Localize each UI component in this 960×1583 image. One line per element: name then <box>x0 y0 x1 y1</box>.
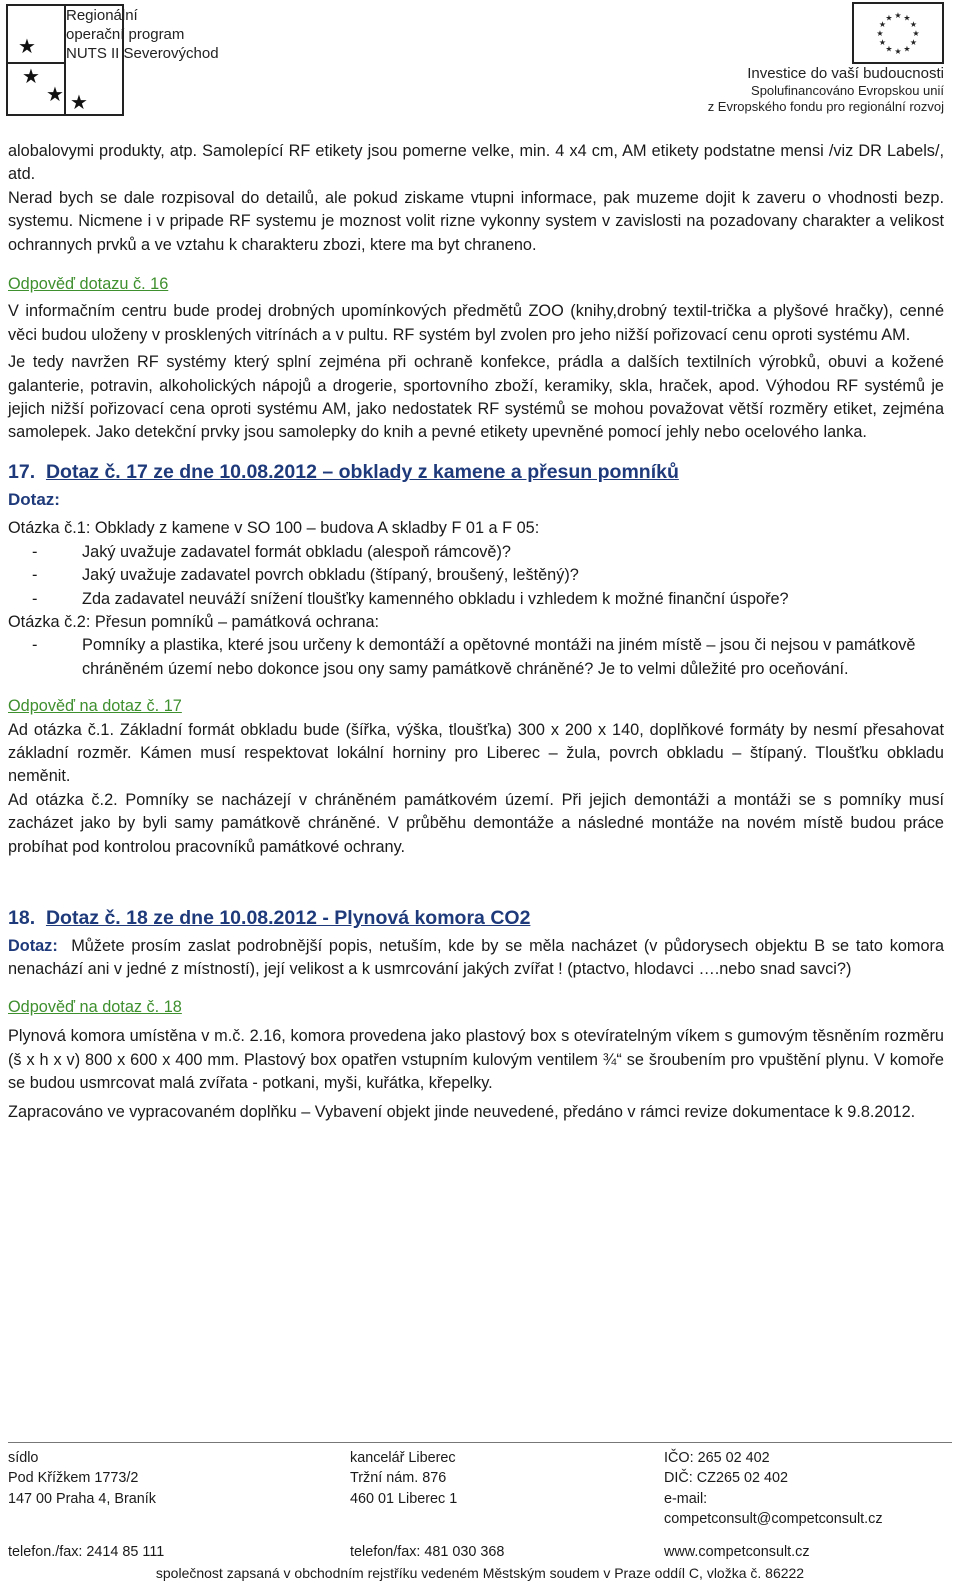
svg-text:★: ★ <box>894 11 902 20</box>
paragraph: V informačním centru bude prodej drobných upomínkových předmětů ZOO (knihy,drobný textil-trička a plyšové hračky), cenné věci budou uloženy v prosklených vitrínách a v pultu. RF systém byl zvolen pro jeho nižší pořizovací cenu oproti systému AM. <box>8 302 944 344</box>
paragraph: Nerad bych se dale rozpisoval do detailů, ale pokud ziskame vtupni informace, pak muzeme dojit k zaveru o vhodnosti bezp. systemu. Nicmene i v pripade RF systemu je moznost volit rizne vykonny system v zavislosti na pozadovany charakter a velikost ochrannych prvků a ve vztahu k charakteru zbozi, ktere ma byt chraneno. <box>8 188 944 254</box>
footer-line: 460 01 Liberec 1 <box>350 1490 458 1507</box>
footer-company-registration: společnost zapsaná v obchodním rejstříku vedeném Městským soudem v Praze oddíl C, vložka č. 86222 <box>155 1565 805 1581</box>
svg-text:★: ★ <box>909 20 918 29</box>
footer-line: 147 00 Praha 4, Braník <box>8 1490 157 1507</box>
list-item: - Jaký uvažuje zadavatel formát obkladu (alespoň rámcově)? <box>8 541 944 564</box>
question-list <box>8 541 944 611</box>
footer-address <box>8 1448 156 1509</box>
svg-text:★: ★ <box>878 20 887 29</box>
footer-line: DIČ: CZ265 02 402 <box>664 1470 788 1487</box>
paragraph: Plynová komora umístěna v m.č. 2.16, komora provedena jako plastový box s otevíratelným víkem s gumovým těsněním rozměru (š x h x v) 800 x 600 x 400 mm. Plastový box opatřen vstupním kulovým ventilem ¾“ se šroubením pro vpuštění plynu. V komoře se budou usmrcovat malá zvířata - potkani, myši, kuřátka, křepelky. <box>8 1027 944 1092</box>
footer-office <box>350 1448 457 1509</box>
dotaz-label: Dotaz: <box>8 936 58 955</box>
question-title: Dotaz č. 17 ze dne 10.08.2012 – obklady z kamene a přesun pomníků <box>45 460 679 483</box>
program-line: Regionální <box>66 7 138 24</box>
eu-funding-text <box>708 64 944 115</box>
question-number: 17. <box>8 460 36 483</box>
svg-text:★: ★ <box>912 29 920 38</box>
program-line: NUTS II Severovýchod <box>66 45 219 62</box>
star-icon: ★ <box>70 90 88 114</box>
svg-text:★: ★ <box>903 13 911 23</box>
document-body <box>8 140 944 1125</box>
svg-text:★: ★ <box>909 38 918 47</box>
footer-phone: telefon/fax: 481 030 368 <box>350 1544 505 1560</box>
eu-stars-icon <box>872 10 924 56</box>
eu-line: z Evropského fondu pro regionální rozvoj <box>707 99 944 114</box>
dotaz-label: Dotaz: <box>8 489 60 509</box>
question-text: Můžete prosím zaslat podrobnější popis, netuším, kde by se měla nacházet (v půdorysech objektu B se tato komora nenachází ani v jedné z místností), její velikost a k usmrcování jakých zvířat ! (ptactvo, hlodavci ….nebo snad savci?) <box>8 936 944 979</box>
svg-text:★: ★ <box>885 13 893 23</box>
paragraph: Je tedy navržen RF systémy který splní zejména při ochraně konfekce, prádla a dalších textilních výrobků, obuvi a kožené galanterie, potravin, alkoholických nápojů a drogerie, sportovního zboží, keramiky, skla, hraček, apod. Výhodou RF systémů je jejich nižší pořizovací cena oproti systému AM, jako nedostatek RF systémů se mohou považovat větší rozměry etiket, zejména samolepek. Jako detekční prvky jsou samolepky do knih a pevné etikety upevněné pomocí jehly nebo ocelového lanka. <box>8 353 944 442</box>
footer-line: Pod Křížkem 1773/2 <box>8 1470 139 1487</box>
footer-ids <box>664 1448 883 1530</box>
eu-line: Spolufinancováno Evropskou unií <box>751 83 944 98</box>
paragraph: Zapracováno ve vypracovaném doplňku – Vybavení objekt jinde neuvedené, předáno v rámci revize dokumentace k 9.8.2012. <box>8 1103 916 1122</box>
answer-17-heading: Odpověď na dotaz č. 17 <box>8 697 182 716</box>
footer-phone: telefon./fax: 2414 85 111 <box>8 1544 165 1560</box>
footer-line: IČO: 265 02 402 <box>664 1450 770 1466</box>
question-18-heading <box>8 905 944 931</box>
svg-text:★: ★ <box>903 44 911 54</box>
footer-email[interactable]: competconsult@competconsult.cz <box>664 1511 883 1528</box>
list-item: - Zda zadavatel neuváží snížení tloušťky kamenného obkladu i vzhledem k možné finanční úspoře? <box>8 588 944 611</box>
footer-line: e-mail: <box>664 1490 708 1507</box>
program-name <box>66 6 219 63</box>
paragraph: Ad otázka č.1. Základní formát obkladu bude (šířka, výška, tloušťka) 300 x 200 x 140, doplňkové formáty by nesmí přesahovat základní rozměr. Kámen musí respektovat lokální horniny pro Liberec – žula, povrch obkladu – štípaný. Tloušťku obkladu neměnit. <box>8 720 944 786</box>
footer-line: Tržní nám. 876 <box>350 1470 447 1487</box>
question-item: Otázka č.1: Obklady z kamene v SO 100 – budova A skladby F 01 a F 05: <box>8 519 540 538</box>
footer-website-link[interactable]: www.competconsult.cz <box>664 1544 810 1560</box>
star-icon: ★ <box>46 82 64 106</box>
svg-text:★: ★ <box>876 29 884 38</box>
list-item: - Pomníky a plastika, které jsou určeny k demontáží a opětovné montáži na jiném místě – jsou či nejsou v památkově chráněném území nebo dokonce jsou ony samy památkově chráněné? Je to velmi důležité pro oceňování. <box>8 634 944 681</box>
footer-line: sídlo <box>8 1450 39 1466</box>
paragraph: alobalovymi produkty, atp. Samolepící RF etikety jsou pomerne velke, min. 4 x4 cm, AM etikety podstatne mensi /viz DR Labels/, atd. <box>8 142 944 184</box>
svg-text:★: ★ <box>878 38 887 47</box>
page-header <box>0 0 960 122</box>
program-line: operační program <box>66 26 185 43</box>
svg-text:★: ★ <box>885 44 893 54</box>
star-icon: ★ <box>18 34 36 58</box>
svg-text:★: ★ <box>894 47 902 56</box>
page-footer <box>0 1442 960 1581</box>
answer-16-heading: Odpověď dotazu č. 16 <box>8 275 169 294</box>
answer-18-heading: Odpověď na dotaz č. 18 <box>8 997 182 1016</box>
eu-flag-logo <box>852 2 944 64</box>
question-number: 18. <box>8 906 36 929</box>
footer-divider <box>8 1442 952 1443</box>
eu-title: Investice do vaší budoucnosti <box>747 65 944 82</box>
question-17-heading <box>8 459 944 485</box>
paragraph: Ad otázka č.2. Pomníky se nacházejí v chráněném památkovém území. Při jejich demontáži a montáži se s pomníky musí zacházet jako by byli samy památkově chráněné. V průběhu demontáže a následné montáže na novém místě budou práce probíhat pod kontrolou pracovníků památkové ochrany. <box>8 790 944 856</box>
star-icon: ★ <box>22 64 40 88</box>
question-title: Dotaz č. 18 ze dne 10.08.2012 - Plynová komora CO2 <box>45 906 531 929</box>
question-list <box>8 634 944 681</box>
list-item: - Jaký uvažuje zadavatel povrch obkladu (štípaný, broušený, leštěný)? <box>8 564 944 587</box>
footer-line: kancelář Liberec <box>350 1450 456 1466</box>
question-item: Otázka č.2: Přesun pomníků – památková ochrana: <box>8 612 380 631</box>
